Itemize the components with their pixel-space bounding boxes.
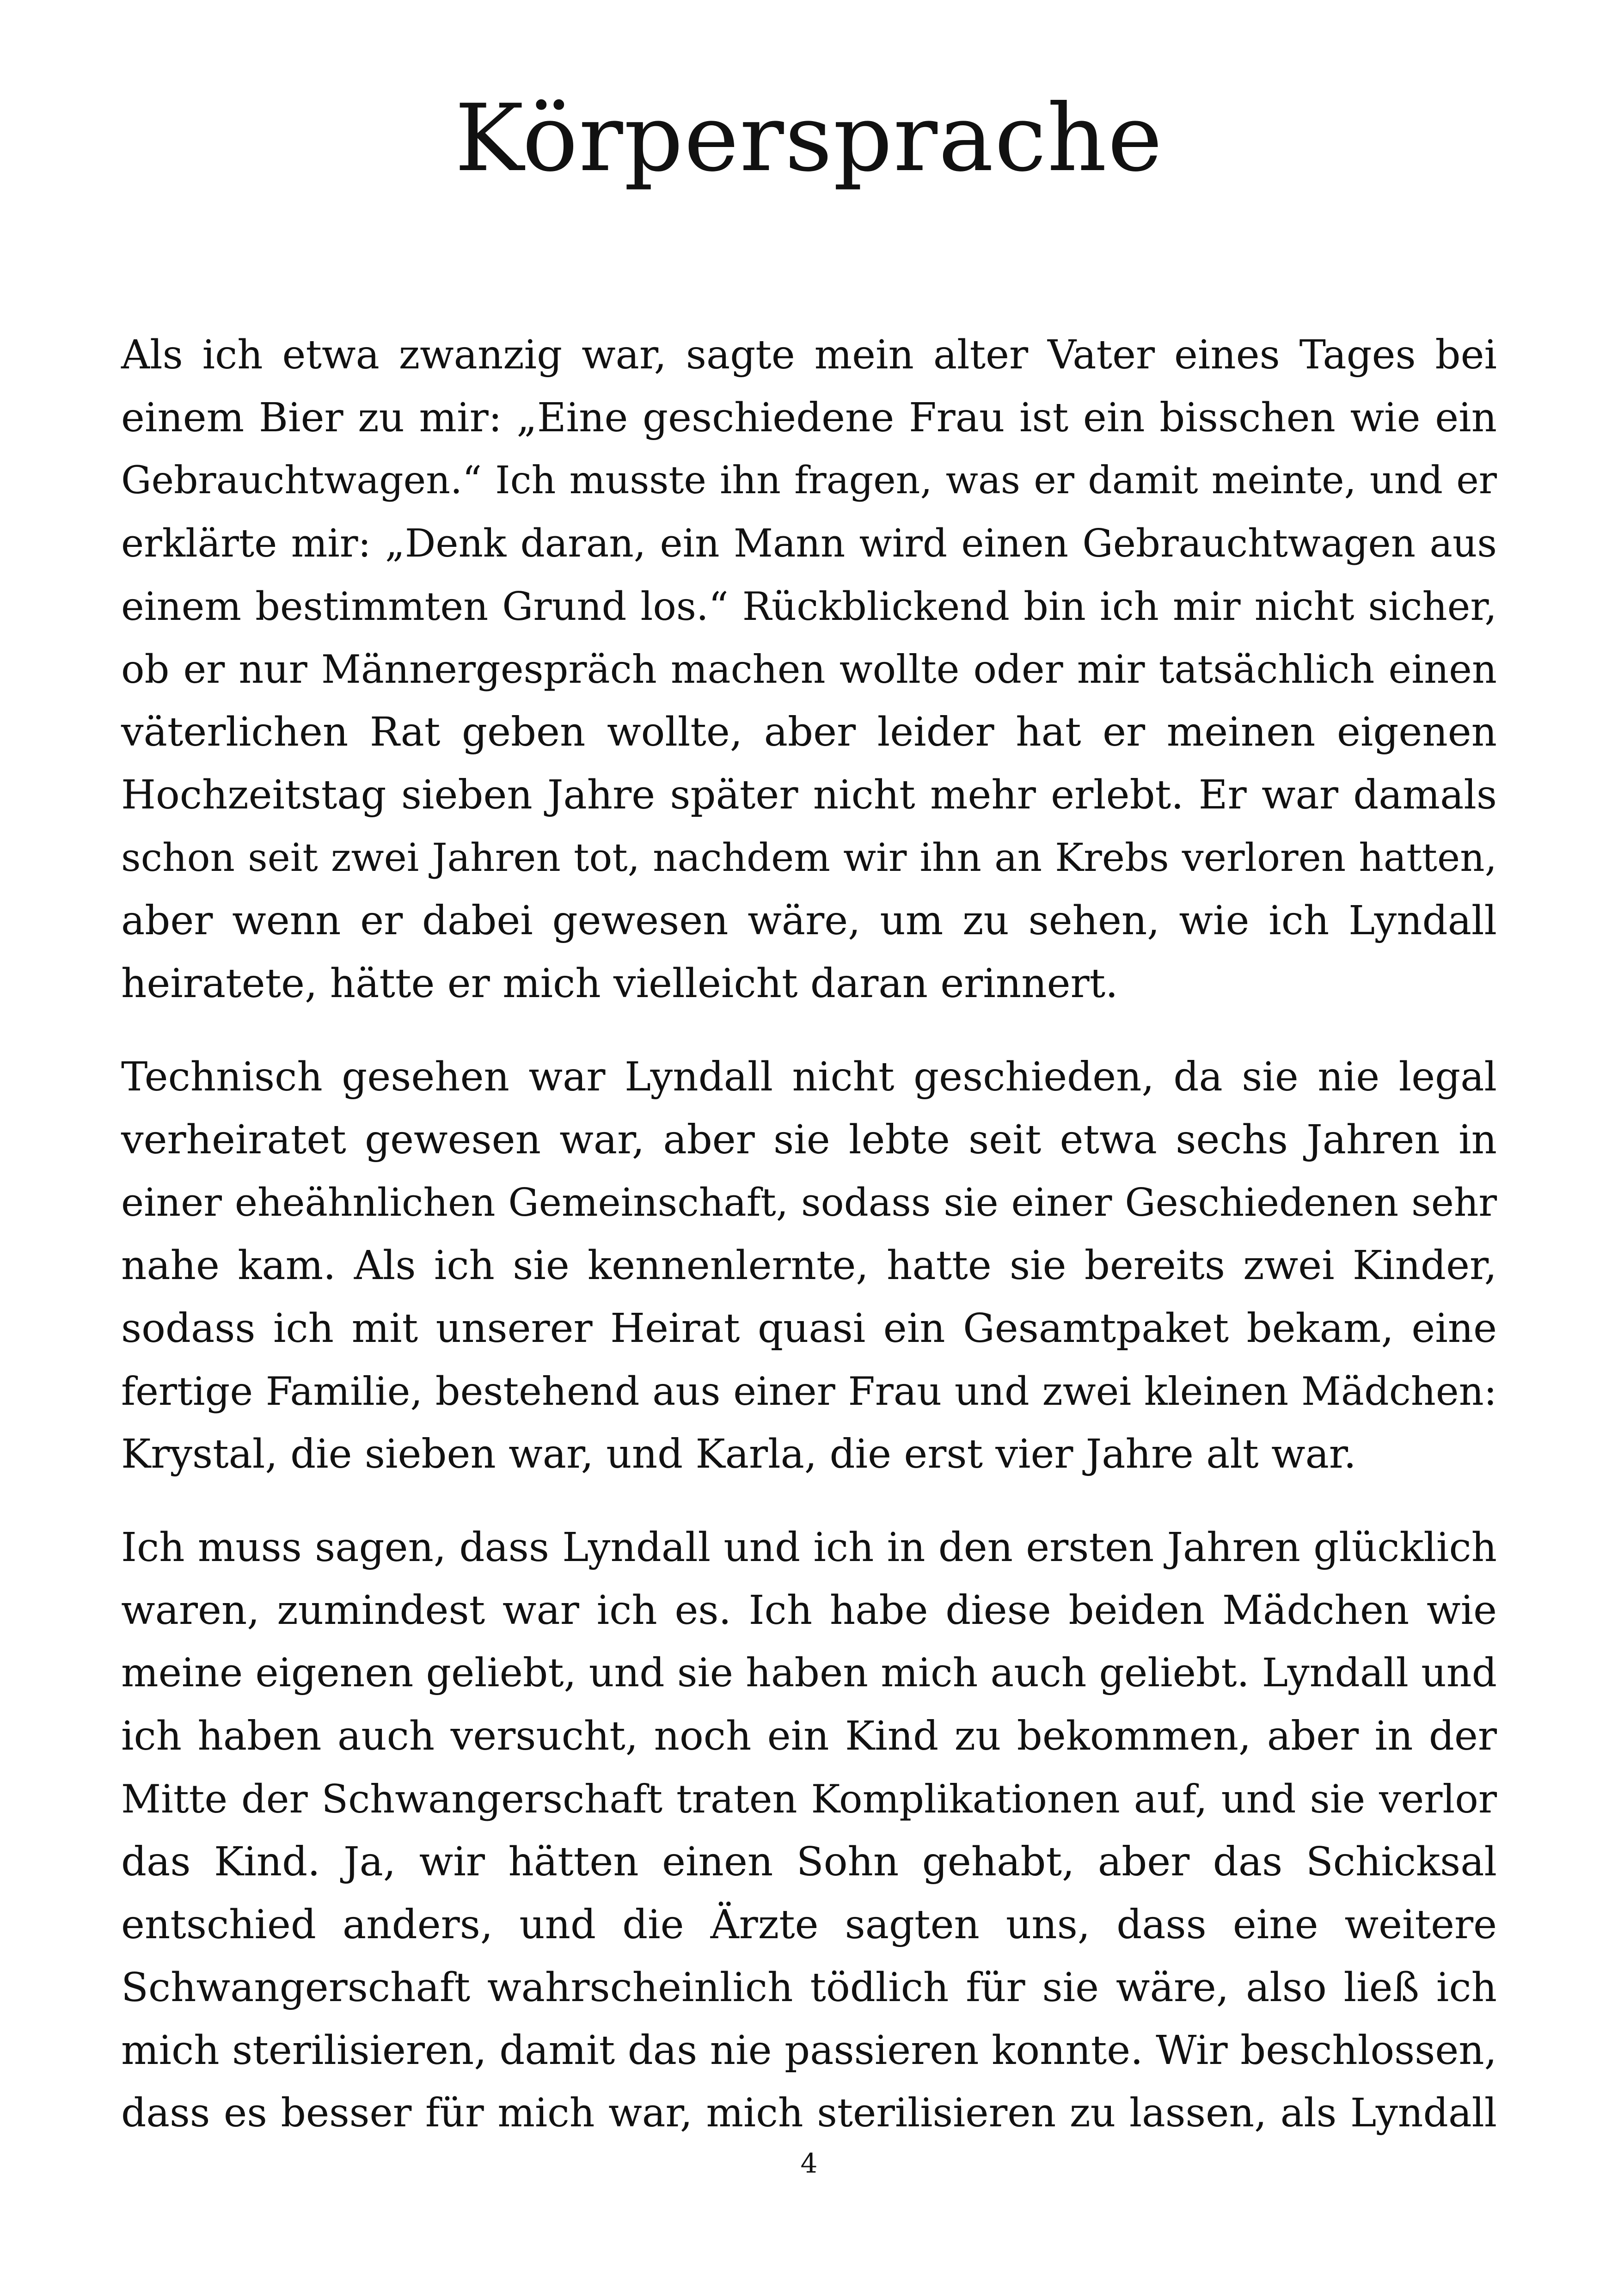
text-line: Technisch gesehen war Lyndall nicht geschieden, da sie nie legal [121,1054,1497,1100]
text-line: dass es besser für mich war, mich sterilisieren zu lassen, als Lyndall [121,2090,1497,2136]
text-line: Mitte der Schwangerschaft traten Komplikationen auf, und sie verlor [121,1776,1497,1822]
text-line: einem bestimmten Grund los.“ Rückblickend bin ich mir nicht sicher, [121,584,1497,629]
text-line: mich sterilisieren, damit das nie passieren konnte. Wir beschlossen, [121,2027,1497,2074]
text-line: Schwangerschaft wahrscheinlich tödlich für sie wäre, also ließ ich [121,1965,1497,2011]
text-line: verheiratet gewesen war, aber sie lebte seit etwa sechs Jahren in [121,1117,1497,1163]
text-line: Gebrauchtwagen.“ Ich musste ihn fragen, was er damit meinte, und er [121,459,1497,502]
paragraph-2 [121,1046,1497,1486]
text-line: Hochzeitstag sieben Jahre später nicht mehr erlebt. Er war damals [121,772,1497,818]
text-line: väterlichen Rat geben wollte, aber leider hat er meinen eigenen [121,709,1497,755]
text-line: schon seit zwei Jahren tot, nachdem wir ihn an Krebs verloren hatten, [121,835,1497,880]
page-title: Körpersprache [454,85,1164,192]
text-line: erklärte mir: „Denk daran, ein Mann wird einen Gebrauchtwagen aus [121,521,1497,566]
text-line: das Kind. Ja, wir hätten einen Sohn gehabt, aber das Schicksal [121,1839,1497,1885]
body-text [121,324,1497,2175]
text-line: einem Bier zu mir: „Eine geschiedene Frau ist ein bisschen wie ein [121,395,1497,441]
text-line: Als ich etwa zwanzig war, sagte mein alter Vater eines Tages bei [121,332,1497,378]
text-line: ich haben auch versucht, noch ein Kind zu bekommen, aber in der [121,1713,1497,1759]
page-number: 4 [800,2148,818,2179]
text-line: Ich muss sagen, dass Lyndall und ich in den ersten Jahren glücklich [121,1525,1497,1571]
text-line: entschied anders, und die Ärzte sagten uns, dass eine weitere [121,1902,1497,1948]
text-line: heiratete, hätte er mich vielleicht daran erinnert. [121,961,1118,1007]
text-line: einer eheähnlichen Gemeinschaft, sodass sie einer Geschiedenen sehr [121,1180,1497,1225]
paragraph-3 [121,1516,1497,2145]
text-line: waren, zumindest war ich es. Ich habe diese beiden Mädchen wie [121,1587,1497,1634]
text-line: nahe kam. Als ich sie kennenlernte, hatte sie bereits zwei Kinder, [121,1243,1497,1289]
text-line: fertige Familie, bestehend aus einer Frau und zwei kleinen Mädchen: [121,1369,1497,1414]
text-line: Krystal, die sieben war, und Karla, die erst vier Jahre alt war. [121,1431,1356,1477]
text-line: sodass ich mit unserer Heirat quasi ein Gesamtpaket bekam, eine [121,1305,1497,1352]
paragraph-1 [121,324,1497,1015]
text-line: ob er nur Männergespräch machen wollte oder mir tatsächlich einen [121,647,1497,692]
text-line: aber wenn er dabei gewesen wäre, um zu sehen, wie ich Lyndall [121,898,1497,944]
text-line: meine eigenen geliebt, und sie haben mich auch geliebt. Lyndall und [121,1650,1497,1696]
